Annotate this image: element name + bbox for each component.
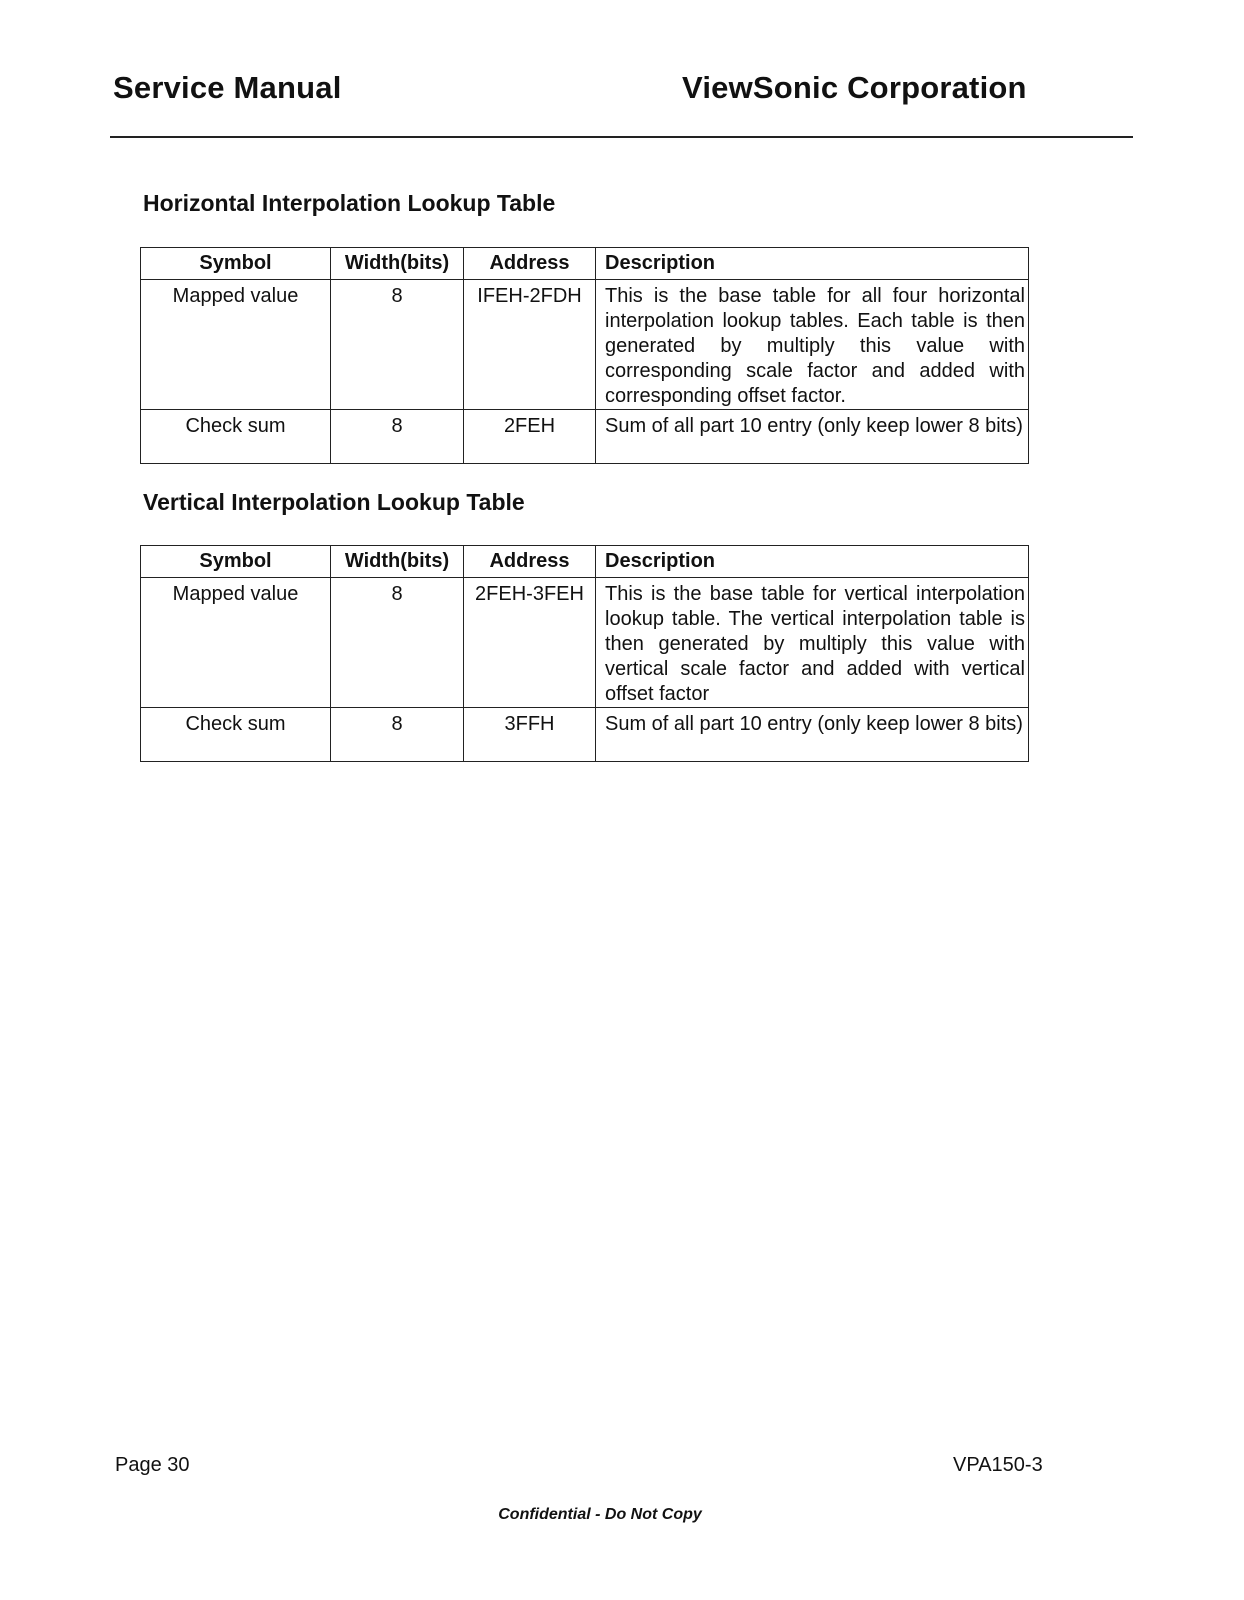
cell-description: This is the base table for all four horizontal interpolation lookup tables. Each table is then generated by multiply this value with corresponding scale factor and added with corresponding offset factor. <box>596 280 1029 410</box>
column-header-width: Width(bits) <box>331 546 464 578</box>
table-header-row <box>141 546 1029 578</box>
table-header-row <box>141 248 1029 280</box>
cell-address: 2FEH <box>464 410 596 464</box>
column-header-description: Description <box>596 546 1029 578</box>
column-header-width: Width(bits) <box>331 248 464 280</box>
cell-address: 2FEH-3FEH <box>464 578 596 708</box>
cell-width: 8 <box>331 280 464 410</box>
column-header-description: Description <box>596 248 1029 280</box>
header-divider <box>110 136 1133 138</box>
cell-address: IFEH-2FDH <box>464 280 596 410</box>
column-header-address: Address <box>464 546 596 578</box>
cell-address: 3FFH <box>464 708 596 762</box>
cell-symbol: Mapped value <box>141 578 331 708</box>
column-header-address: Address <box>464 248 596 280</box>
table-row <box>141 410 1029 464</box>
company-name: ViewSonic Corporation <box>682 70 1027 105</box>
document-title: Service Manual <box>113 70 342 105</box>
cell-symbol: Check sum <box>141 410 331 464</box>
confidential-notice: Confidential - Do Not Copy <box>498 1506 702 1523</box>
vertical-table-title: Vertical Interpolation Lookup Table <box>143 489 525 515</box>
horizontal-table-title: Horizontal Interpolation Lookup Table <box>143 190 556 216</box>
table-row <box>141 280 1029 410</box>
cell-description: Sum of all part 10 entry (only keep lower 8 bits) <box>596 708 1029 762</box>
cell-width: 8 <box>331 578 464 708</box>
table-row <box>141 708 1029 762</box>
vertical-lookup-table <box>140 545 1029 762</box>
horizontal-lookup-table <box>140 247 1029 464</box>
cell-description: This is the base table for vertical interpolation lookup table. The vertical interpolation table is then generated by multiply this value with vertical scale factor and added with vertical offset factor <box>596 578 1029 708</box>
cell-symbol: Check sum <box>141 708 331 762</box>
model-number: VPA150-3 <box>953 1454 1043 1476</box>
cell-width: 8 <box>331 708 464 762</box>
cell-description: Sum of all part 10 entry (only keep lower 8 bits) <box>596 410 1029 464</box>
page-number: Page 30 <box>115 1454 190 1476</box>
column-header-symbol: Symbol <box>141 546 331 578</box>
cell-symbol: Mapped value <box>141 280 331 410</box>
table-row <box>141 578 1029 708</box>
cell-width: 8 <box>331 410 464 464</box>
column-header-symbol: Symbol <box>141 248 331 280</box>
